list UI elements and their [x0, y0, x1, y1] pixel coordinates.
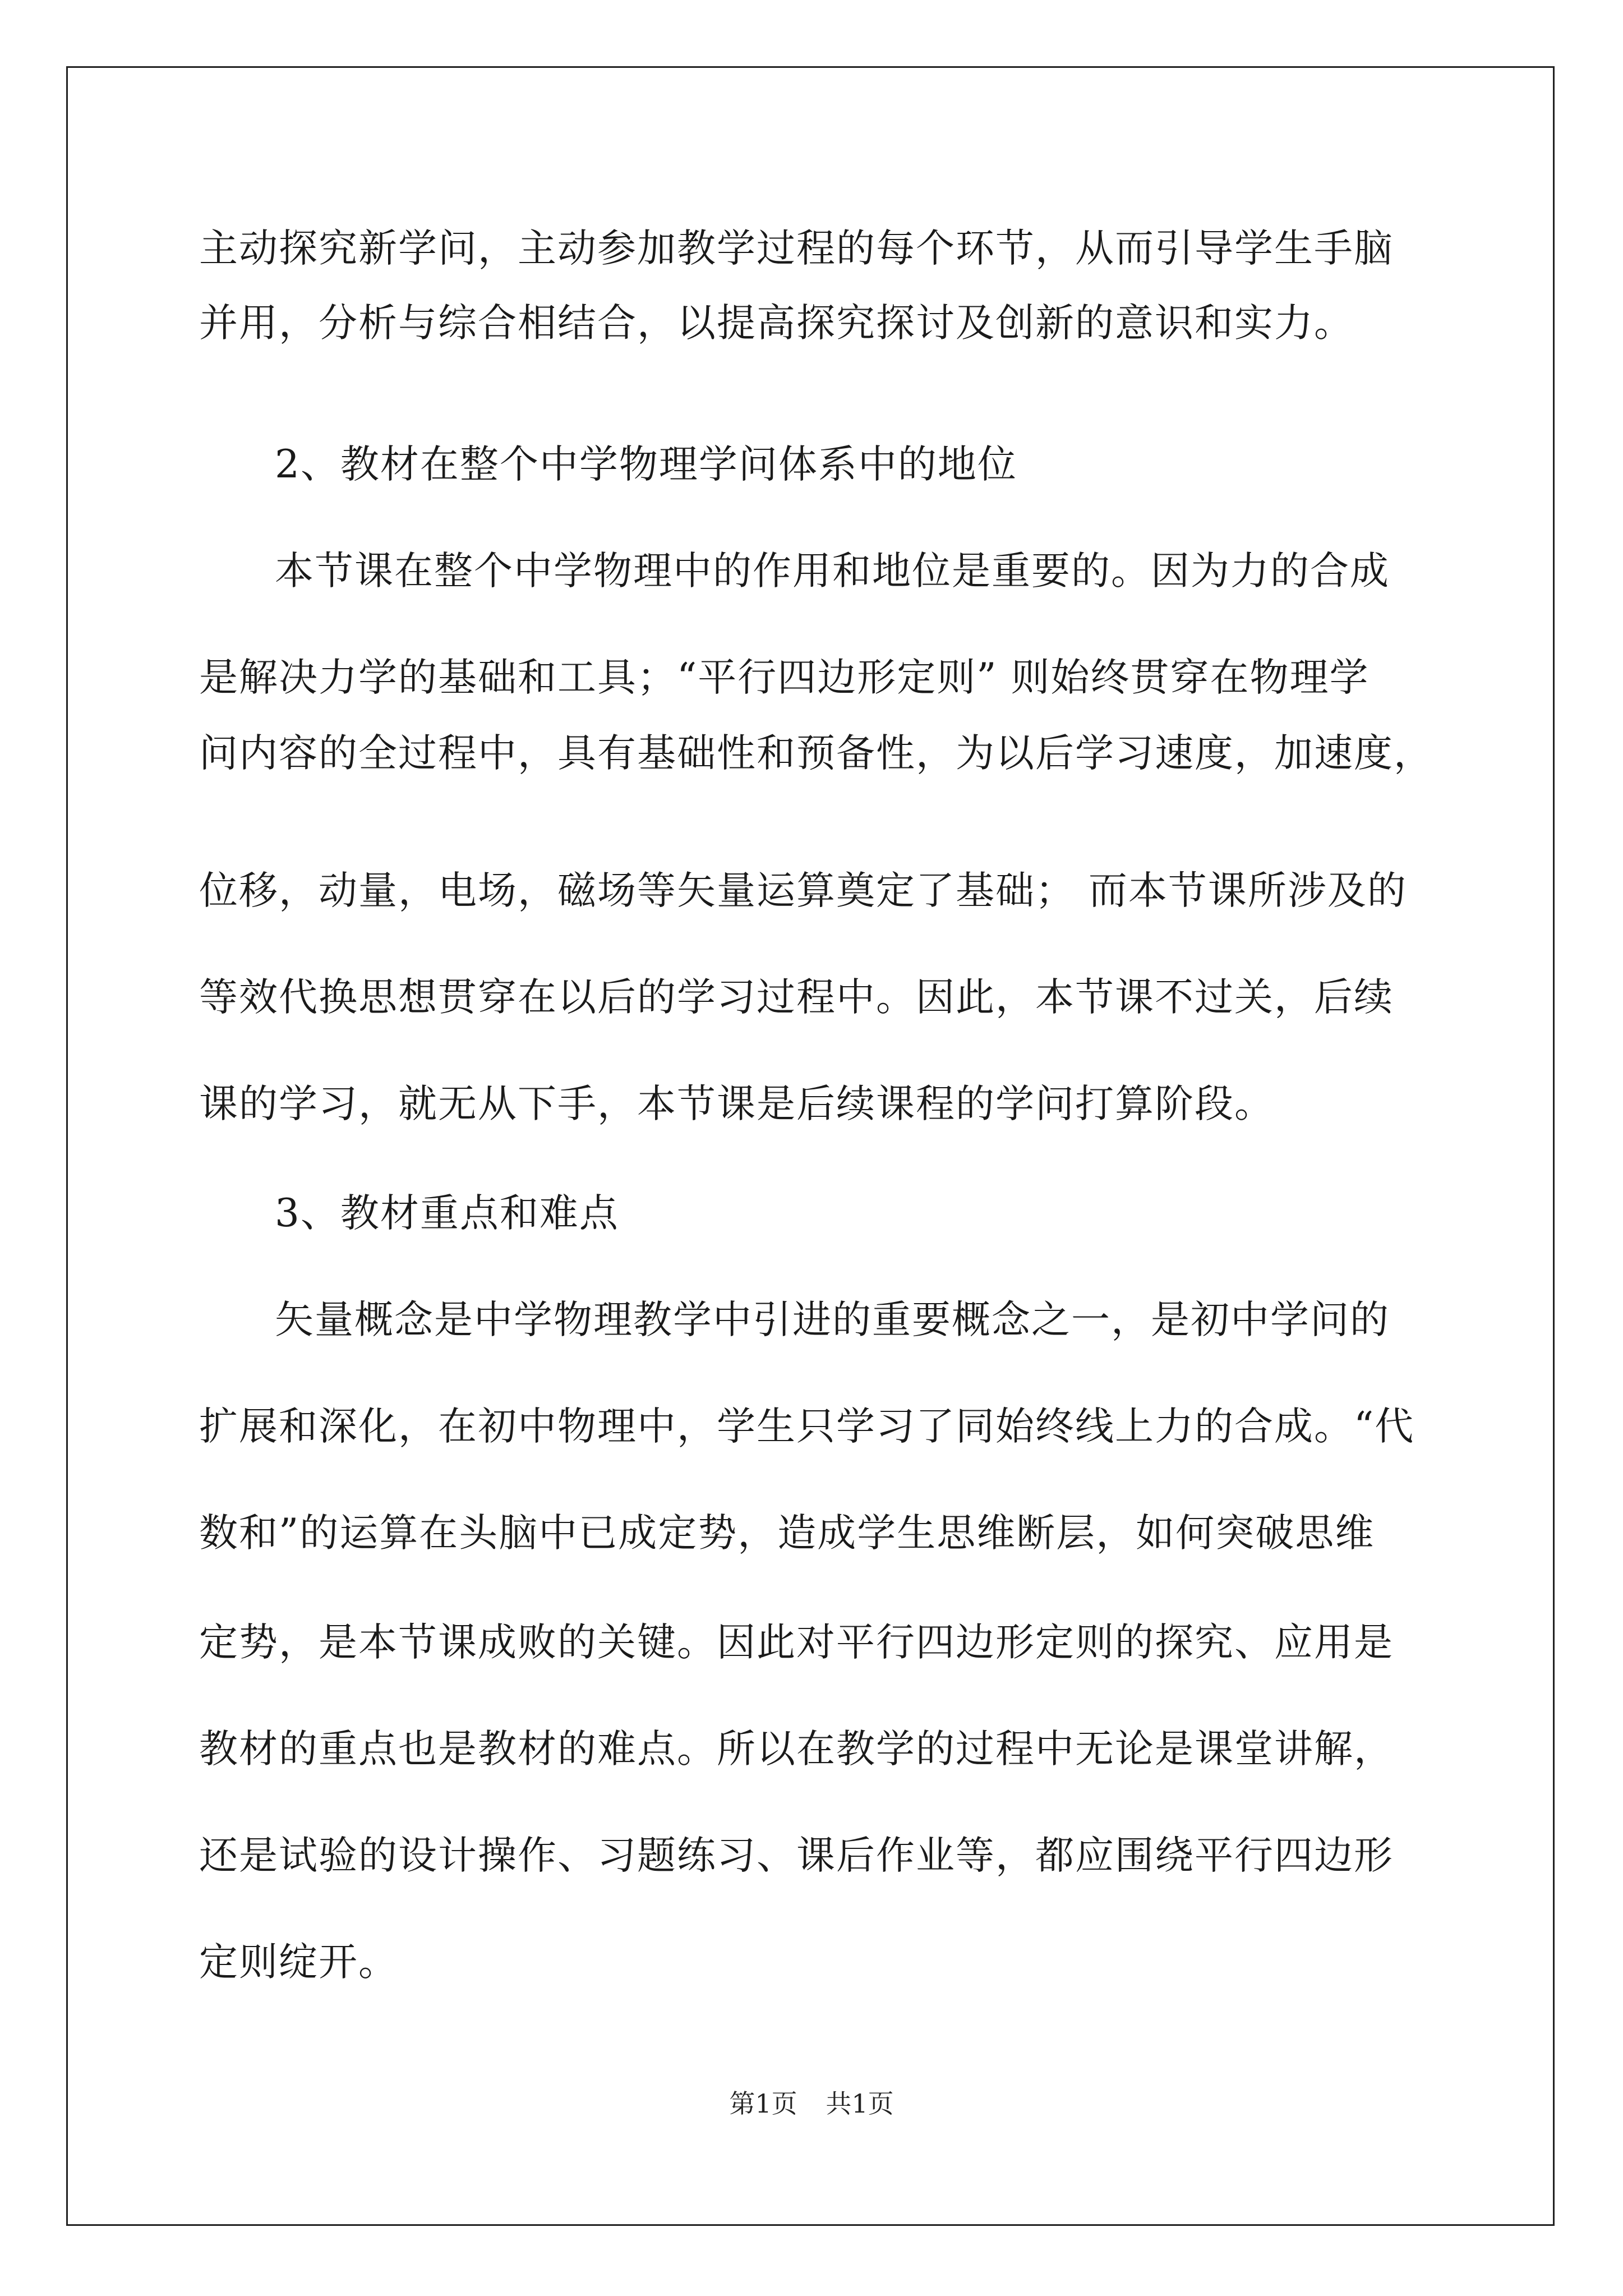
text-line: 等效代换思想贯穿在以后的学习过程中。因此，本节课不过关，后续: [199, 975, 1394, 1020]
page-number: 第1页: [729, 2088, 797, 2119]
page-border: [66, 66, 1555, 2226]
text-line: 主动探究新学问，主动参加教学过程的每个环节，从而引导学生手脑: [199, 226, 1394, 271]
text-line: 并用，分析与综合相结合，以提高探究探讨及创新的意识和实力。: [199, 301, 1354, 346]
text-line: 教材的重点也是教材的难点。所以在教学的过程中无论是课堂讲解，: [199, 1727, 1394, 1772]
text-line: 还是试验的设计操作、习题练习、课后作业等，都应围绕平行四边形: [199, 1833, 1394, 1878]
section-heading: 3、教材重点和难点: [275, 1191, 619, 1236]
text-line: 本节课在整个中学物理中的作用和地位是重要的。因为力的合成: [275, 549, 1390, 593]
section-heading: 2、教材在整个中学物理学问体系中的地位: [275, 442, 1017, 487]
text-line: 数和”的运算在头脑中已成定势，造成学生思维断层，如何突破思维: [199, 1511, 1375, 1556]
page-total: 共1页: [826, 2088, 894, 2119]
text-line: 位移，动量，电场，磁场等矢量运算奠定了基础； 而本节课所涉及的: [199, 868, 1407, 913]
text-line: 是解决力学的基础和工具；“平行四边形定则” 则始终贯穿在物理学: [199, 655, 1370, 700]
text-line: 定则绽开。: [199, 1940, 398, 1985]
text-line: 问内容的全过程中，具有基础性和预备性，为以后学习速度，加速度，: [199, 731, 1433, 776]
text-line: 扩展和深化，在初中物理中，学生只学习了同始终线上力的合成。“代: [199, 1404, 1415, 1449]
text-line: 课的学习，就无从下手，本节课是后续课程的学问打算阶段。: [199, 1082, 1274, 1126]
page-footer: [0, 2087, 1623, 2120]
text-line: 定势，是本节课成败的关键。因此对平行四边形定则的探究、应用是: [199, 1620, 1394, 1665]
text-line: 矢量概念是中学物理教学中引进的重要概念之一，是初中学问的: [275, 1297, 1390, 1342]
